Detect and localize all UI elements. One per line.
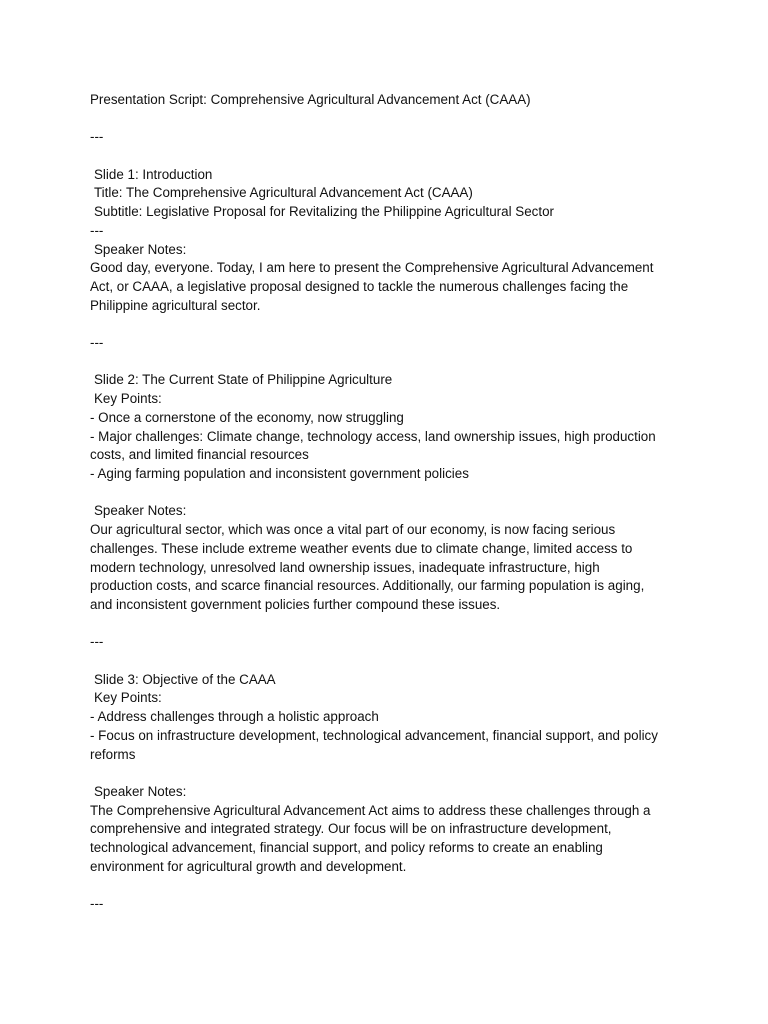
slide1-notes-label: Speaker Notes: (94, 241, 187, 257)
slide3-notes-line: environment for agricultural growth and development. (90, 858, 407, 874)
slide1-notes-line: Philippine agricultural sector. (90, 297, 261, 313)
slide2-point: costs, and limited financial resources (90, 447, 309, 463)
separator: --- (90, 634, 104, 650)
separator: --- (90, 222, 104, 238)
slide2-notes-line: production costs, and scarce financial resources. Additionally, our farming population is aging, (90, 578, 645, 594)
slide3-point: - Focus on infrastructure development, technological advancement, financial support, and policy (90, 727, 658, 743)
slide1-title-line: Title: The Comprehensive Agricultural Advancement Act (CAAA) (94, 185, 473, 201)
slide2-notes-label: Speaker Notes: (94, 503, 187, 519)
slide1-notes-line: Act, or CAAA, a legislative proposal designed to tackle the numerous challenges facing the (90, 279, 629, 294)
slide3-heading: Slide 3: Objective of the CAAA (94, 671, 276, 687)
slide1-heading: Slide 1: Introduction (94, 166, 213, 182)
slide2-notes-line: challenges. These include extreme weather events due to climate change, limited access to (90, 540, 633, 556)
slide3-point: - Address challenges through a holistic approach (90, 709, 379, 725)
separator: --- (90, 896, 104, 912)
document-page (90, 91, 690, 914)
slide3-key-points-label: Key Points: (94, 690, 162, 706)
slide2-point: - Aging farming population and inconsistent government policies (90, 466, 469, 481)
document-title: Presentation Script: Comprehensive Agricultural Advancement Act (CAAA) (90, 92, 531, 107)
slide2-notes-line: Our agricultural sector, which was once a vital part of our economy, is now facing serious (90, 522, 616, 538)
slide3-notes-label: Speaker Notes: (94, 783, 187, 799)
slide3-notes-line: technological advancement, financial support, and policy reforms to create an enabling (90, 840, 603, 855)
slide3-notes-line: comprehensive and integrated strategy. Our focus will be on infrastructure development, (90, 821, 612, 837)
slide2-heading: Slide 2: The Current State of Philippine Agriculture (94, 372, 393, 388)
slide1-notes-line: Good day, everyone. Today, I am here to present the Comprehensive Agricultural Advancement (90, 260, 654, 276)
slide2-point: - Major challenges: Climate change, technology access, land ownership issues, high production (90, 428, 656, 444)
slide2-point: - Once a cornerstone of the economy, now struggling (90, 409, 404, 425)
separator: --- (90, 335, 104, 351)
slide1-subtitle-line: Subtitle: Legislative Proposal for Revitalizing the Philippine Agricultural Sector (94, 204, 554, 220)
separator: --- (90, 129, 104, 145)
slide2-key-points-label: Key Points: (94, 391, 162, 407)
slide3-point: reforms (90, 746, 136, 762)
slide2-notes-line: and inconsistent government policies further compound these issues. (90, 596, 501, 612)
slide2-notes-line: modern technology, unresolved land ownership issues, inadequate infrastructure, high (90, 559, 600, 575)
slide3-notes-line: The Comprehensive Agricultural Advancement Act aims to address these challenges through a (90, 802, 651, 818)
